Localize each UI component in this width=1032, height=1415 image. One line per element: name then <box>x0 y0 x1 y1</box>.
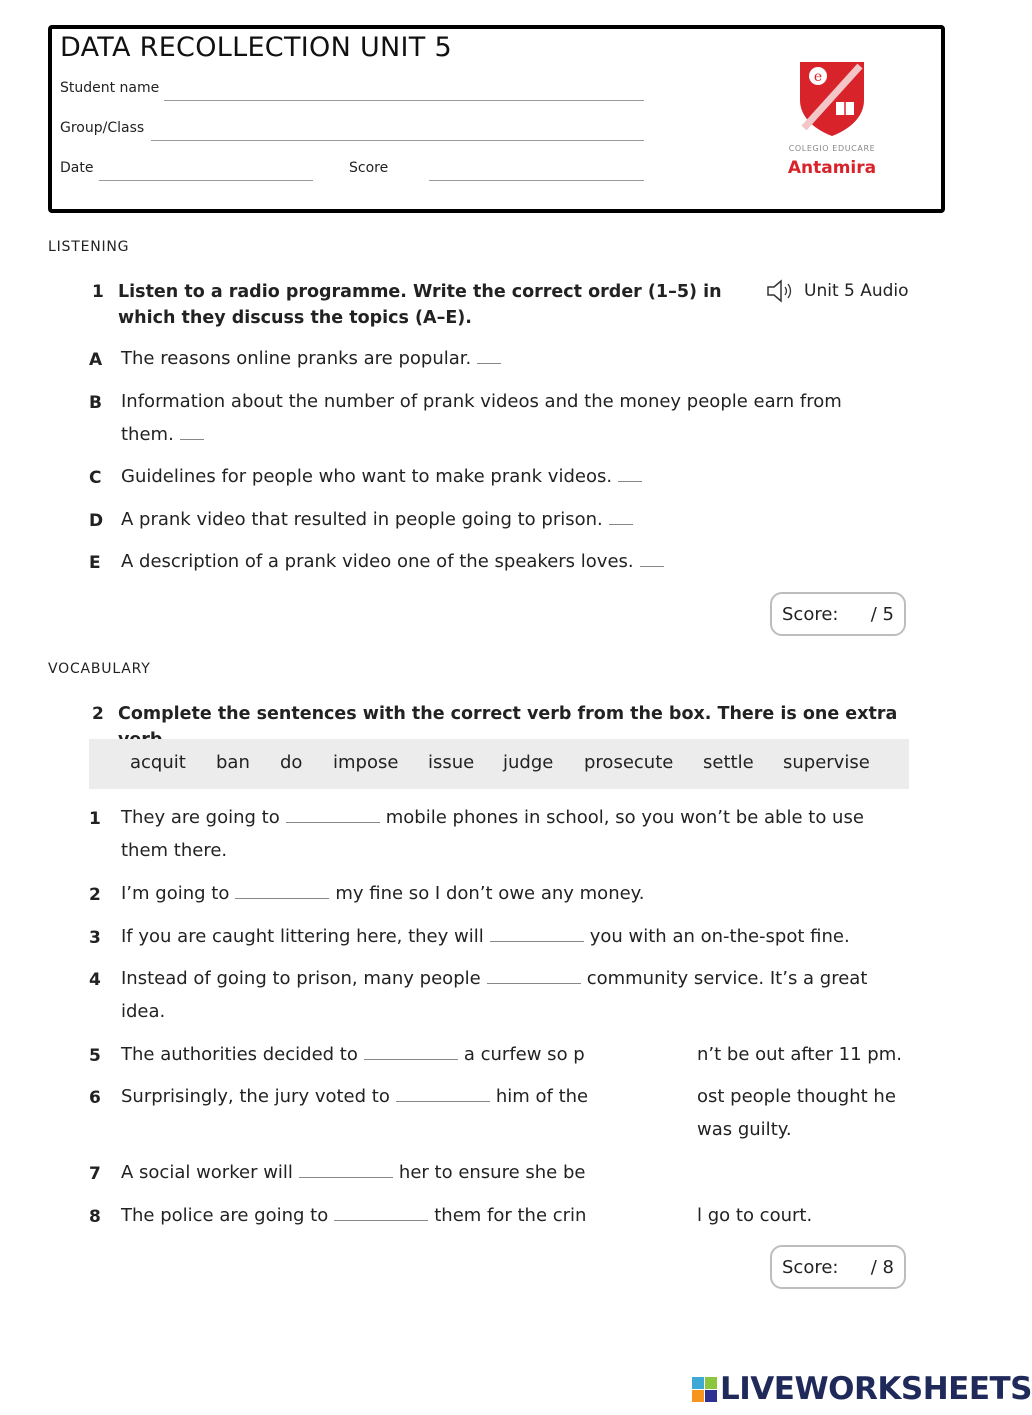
vocabulary-item <box>89 962 889 1028</box>
item-text-after: community service. It’s a great idea. <box>121 968 868 1022</box>
item-text-before: Surprisingly, the jury voted to <box>121 1086 390 1107</box>
item-text: A prank video that resulted in people going to prison. <box>121 509 603 530</box>
date-label: Date <box>60 160 94 176</box>
word-box <box>89 739 909 789</box>
answer-blank[interactable] <box>396 1099 490 1102</box>
item-text-tail: l go to court. <box>697 1205 813 1226</box>
item-letter: D <box>89 511 104 531</box>
item-number: 4 <box>89 970 101 990</box>
item-text-after: a curfew so p <box>463 1044 585 1065</box>
audio-label: Unit 5 Audio <box>804 281 909 301</box>
answer-blank[interactable] <box>299 1175 393 1178</box>
logo-caption: COLEGIO EDUCARE <box>788 144 876 153</box>
answer-blank[interactable] <box>477 361 501 364</box>
item-number: 3 <box>89 928 101 948</box>
item-text-before: The police are going to <box>121 1205 329 1226</box>
item-number: 1 <box>89 809 101 829</box>
student-name-label: Student name <box>60 80 160 96</box>
vocabulary-item <box>89 1199 919 1232</box>
page-title: DATA RECOLLECTION UNIT 5 <box>60 32 452 63</box>
word-option: settle <box>703 752 754 773</box>
vocabulary-item <box>89 801 889 867</box>
score-label: Score <box>349 160 389 176</box>
item-letter: A <box>89 350 103 370</box>
item-text-after: them for the crin <box>434 1205 587 1226</box>
question-number: 2 <box>92 704 104 724</box>
vocabulary-section-title: VOCABULARY <box>48 661 151 677</box>
word-option: do <box>280 752 303 773</box>
item-text-before: A social worker will <box>121 1162 293 1183</box>
answer-blank[interactable] <box>364 1057 458 1060</box>
score-total: / 8 <box>870 1256 894 1278</box>
item-text-after: my fine so I don’t owe any money. <box>335 883 645 904</box>
item-text-before: I’m going to <box>121 883 230 904</box>
vocabulary-instruction: Complete the sentences with the correct verb from the box. There is one extra <box>118 704 898 724</box>
item-text-after: you with an on-the-spot fine. <box>589 926 850 947</box>
listening-item <box>89 545 889 578</box>
vocabulary-item <box>89 1156 889 1189</box>
item-text-before: Instead of going to prison, many people <box>121 968 481 989</box>
answer-blank[interactable] <box>640 564 664 567</box>
item-text: A description of a prank video one of the speakers loves. <box>121 551 634 572</box>
item-number: 7 <box>89 1164 101 1184</box>
item-text-after: him of the <box>495 1086 589 1107</box>
answer-blank[interactable] <box>334 1218 428 1221</box>
vocabulary-item <box>89 1038 919 1071</box>
brand-blocks-icon <box>692 1377 718 1403</box>
listening-item <box>89 503 889 536</box>
question-number: 1 <box>92 282 104 302</box>
listening-score-box <box>770 592 906 636</box>
item-number: 5 <box>89 1046 101 1066</box>
score-total: / 5 <box>870 603 894 625</box>
item-text-tail: ost people thought he was guilty. <box>697 1086 896 1140</box>
item-letter: B <box>89 393 102 413</box>
listening-item <box>89 460 889 493</box>
word-option: acquit <box>130 752 186 773</box>
item-letter: C <box>89 468 102 488</box>
answer-blank[interactable] <box>286 820 380 823</box>
word-option: prosecute <box>584 752 674 773</box>
speaker-icon[interactable] <box>766 278 796 304</box>
item-text-after: mobile phones in school, so you won’t be able to use them there. <box>121 807 864 861</box>
overlay-blank-area <box>592 1035 696 1235</box>
item-number: 6 <box>89 1088 101 1108</box>
score-field[interactable] <box>429 180 644 181</box>
answer-blank[interactable] <box>609 522 633 525</box>
school-logo <box>782 58 882 188</box>
logo-school-name: Antamira <box>787 158 877 178</box>
item-number: 2 <box>89 885 101 905</box>
item-number: 8 <box>89 1207 101 1227</box>
group-class-label: Group/Class <box>60 120 145 136</box>
item-text-tail: n’t be out after 11 pm. <box>697 1044 902 1065</box>
shield-icon <box>782 58 882 138</box>
listening-instruction: Listen to a radio programme. Write the correct order (1–5) in which they discuss the topics (A–E). <box>118 282 722 328</box>
answer-blank[interactable] <box>487 981 581 984</box>
liveworksheets-logo <box>692 1377 718 1407</box>
item-text-before: If you are caught littering here, they will <box>121 926 484 947</box>
listening-item <box>89 385 889 451</box>
listening-section-title: LISTENING <box>48 239 130 255</box>
item-text: Information about the number of prank videos and the money people earn from them. <box>121 391 842 445</box>
group-class-field[interactable] <box>151 140 644 141</box>
vocabulary-item <box>89 1080 919 1140</box>
word-option: judge <box>503 752 554 773</box>
listening-item <box>89 342 889 375</box>
answer-blank[interactable] <box>180 437 204 440</box>
student-name-field[interactable] <box>164 100 644 101</box>
word-option: issue <box>428 752 475 773</box>
word-option: supervise <box>783 752 870 773</box>
item-text: The reasons online pranks are popular. <box>121 348 472 369</box>
word-option: ban <box>216 752 250 773</box>
word-option: impose <box>333 752 399 773</box>
item-text-before: They are going to <box>121 807 280 828</box>
vocabulary-score-box <box>770 1245 906 1289</box>
answer-blank[interactable] <box>235 896 329 899</box>
date-field[interactable] <box>99 180 313 181</box>
brand-name: LIVEWORKSHEETS <box>720 1371 1032 1407</box>
item-text-after: her to ensure she be <box>398 1162 586 1183</box>
answer-blank[interactable] <box>618 479 642 482</box>
item-text: Guidelines for people who want to make prank videos. <box>121 466 613 487</box>
score-label: Score: <box>782 1256 839 1278</box>
item-text-before: The authorities decided to <box>121 1044 358 1065</box>
audio-player[interactable] <box>766 278 909 304</box>
vocabulary-item <box>89 877 889 910</box>
score-label: Score: <box>782 603 839 625</box>
item-letter: E <box>89 553 101 573</box>
svg-text:e: e <box>813 69 823 85</box>
vocabulary-item <box>89 920 889 953</box>
answer-blank[interactable] <box>490 939 584 942</box>
